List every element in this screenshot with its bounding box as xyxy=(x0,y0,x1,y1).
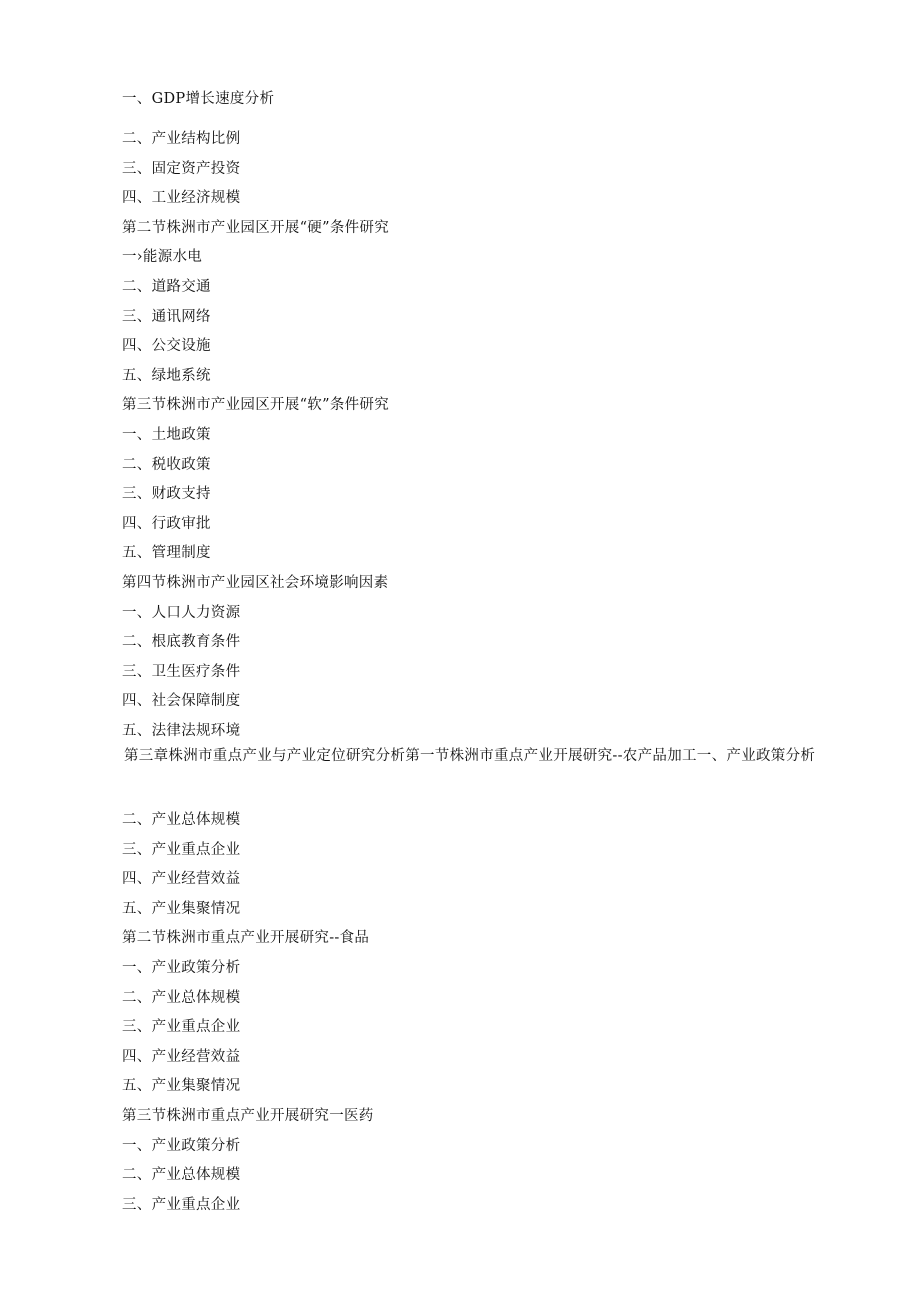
toc-line-food-cluster: 五、产业集聚情况 xyxy=(122,1078,241,1094)
toc-line-industry-structure: 二、产业结构比例 xyxy=(122,131,241,147)
toc-line-gdp-growth: 一、GDP增长速度分析 xyxy=(122,91,275,107)
toc-line-agri-cluster: 五、产业集聚情况 xyxy=(122,901,241,917)
toc-line-roads: 二、道路交通 xyxy=(122,279,211,295)
toc-line-telecom: 三、通讯网络 xyxy=(122,309,211,325)
toc-line-section-social-env: 第四节株洲市产业园区社会环境影响因素 xyxy=(122,575,389,591)
toc-line-section-food: 第二节株洲市重点产业开展研究--食品 xyxy=(122,930,370,946)
toc-line-social-security: 四、社会保障制度 xyxy=(122,693,241,709)
toc-line-agri-scale: 二、产业总体规模 xyxy=(122,812,241,828)
toc-line-section-soft-conditions: 第三节株洲市产业园区开展“软”条件研究 xyxy=(122,397,390,413)
toc-line-food-scale: 二、产业总体规模 xyxy=(122,990,241,1006)
toc-line-healthcare: 三、卫生医疗条件 xyxy=(122,664,241,680)
toc-line-medicine-scale: 二、产业总体规模 xyxy=(122,1167,241,1183)
toc-line-legal-env: 五、法律法规环境 xyxy=(122,723,241,739)
toc-line-agri-enterprises: 三、产业重点企业 xyxy=(122,842,241,858)
toc-line-management: 五、管理制度 xyxy=(122,545,211,561)
toc-line-agri-efficiency: 四、产业经营效益 xyxy=(122,871,241,887)
toc-line-section-medicine: 第三节株洲市重点产业开展研究一医药 xyxy=(122,1108,374,1124)
toc-line-food-enterprises: 三、产业重点企业 xyxy=(122,1019,241,1035)
toc-line-food-efficiency: 四、产业经营效益 xyxy=(122,1049,241,1065)
toc-line-energy: 一›能源水电 xyxy=(122,249,203,265)
toc-line-fixed-asset: 三、固定资产投资 xyxy=(122,161,241,177)
toc-line-transit: 四、公交设施 xyxy=(122,338,211,354)
toc-line-fiscal-support: 三、财政支持 xyxy=(122,486,211,502)
toc-line-tax-policy: 二、税收政策 xyxy=(122,457,211,473)
toc-line-population: 一、人口人力资源 xyxy=(122,605,241,621)
toc-line-medicine-policy: 一、产业政策分析 xyxy=(122,1138,241,1154)
toc-line-food-policy: 一、产业政策分析 xyxy=(122,960,241,976)
toc-line-section-hard-conditions: 第二节株洲市产业园区开展“硬”条件研究 xyxy=(122,220,390,236)
toc-line-admin-approval: 四、行政审批 xyxy=(122,516,211,532)
toc-line-green-space: 五、绿地系统 xyxy=(122,368,211,384)
toc-line-land-policy: 一、土地政策 xyxy=(122,427,211,443)
toc-line-education: 二、根底教育条件 xyxy=(122,634,241,650)
toc-line-industrial-scale: 四、工业经济规模 xyxy=(122,190,241,206)
toc-line-chapter-three: 第三章株洲市重点产业与产业定位研究分析第一节株洲市重点产业开展研究--农产品加工一、产业政策分析 xyxy=(124,748,816,764)
toc-line-medicine-enterprises: 三、产业重点企业 xyxy=(122,1197,241,1213)
